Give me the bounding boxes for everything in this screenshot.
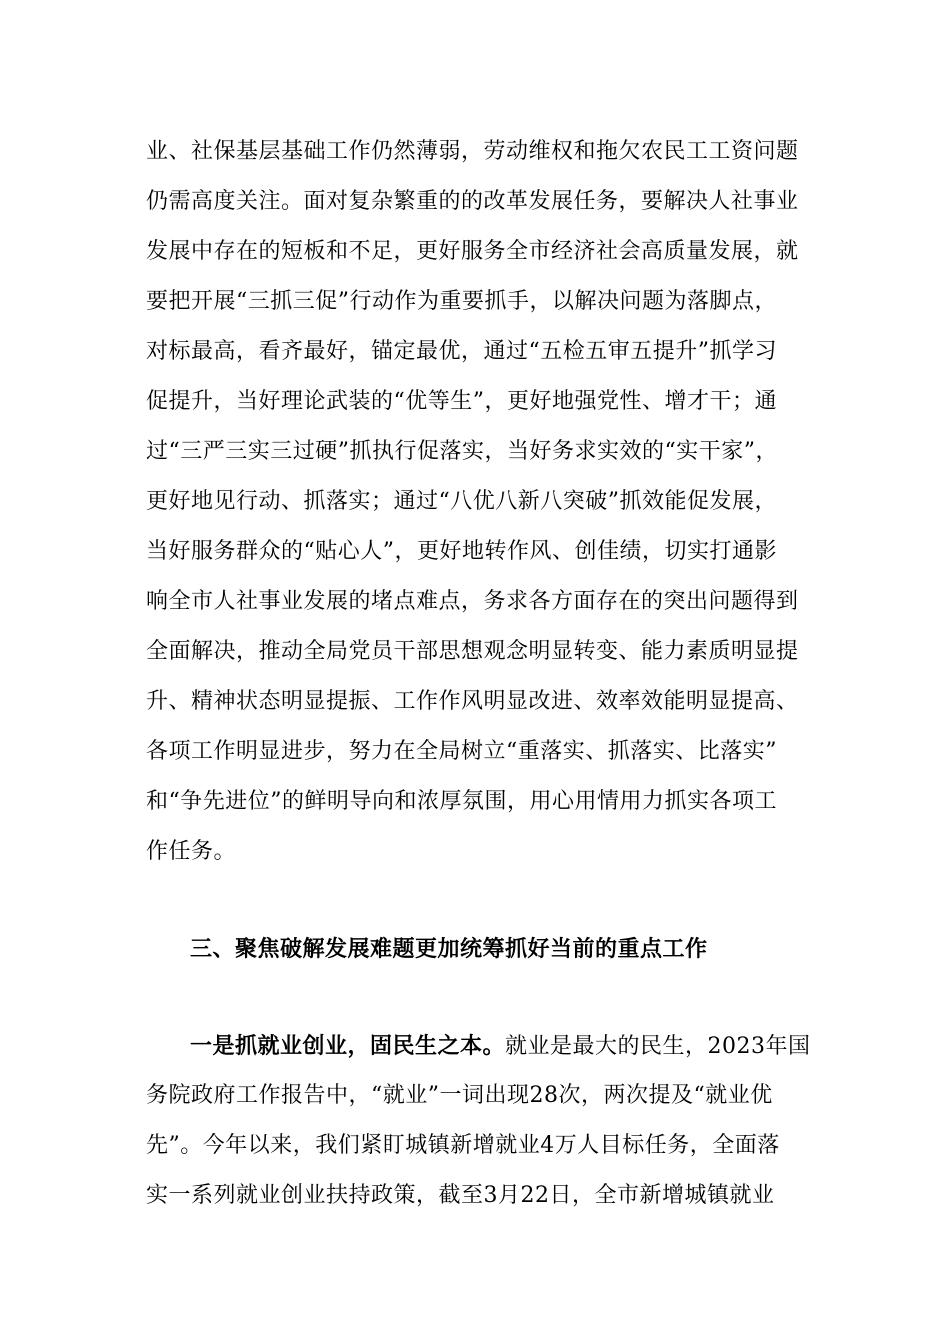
- paragraph-line: 促提升，当好理论武装的“优等生”，更好地强党性、增才干；通: [146, 389, 777, 414]
- paragraph-line: 要把开展“三抓三促”行动作为重要抓手，以解决问题为落脚点，: [146, 289, 777, 314]
- paragraph-lead-bold: 一是抓就业创业，固民生之本。: [190, 1033, 506, 1059]
- paragraph-line: 各项工作明显进步，努力在全局树立“重落实、抓落实、比落实”: [146, 739, 777, 764]
- paragraph-line: 业、社保基层基础工作仍然薄弱，劳动维权和拖欠农民工工资问题: [146, 139, 799, 164]
- paragraph-line: 当好服务群众的“贴心人”，更好地转作风、创佳绩，切实打通影: [146, 539, 777, 564]
- paragraph-line: 和“争先进位”的鲜明导向和浓厚氛围，用心用情用力抓实各项工: [146, 789, 777, 814]
- paragraph-line: 作任务。: [146, 839, 237, 864]
- paragraph-line: 务院政府工作报告中，“就业”一词出现28次，两次提及“就业优: [146, 1083, 773, 1108]
- paragraph-line: 响全市人社事业发展的堵点难点，务求各方面存在的突出问题得到: [146, 589, 799, 614]
- paragraph-line: 发展中存在的短板和不足，更好服务全市经济社会高质量发展，就: [146, 239, 799, 264]
- paragraph-line: 全面解决，推动全局党员干部思想观念明显转变、能力素质明显提: [146, 639, 799, 664]
- paragraph-line: 实一系列就业创业扶持政策，截至3月22日，全市新增城镇就业: [146, 1183, 775, 1208]
- paragraph-line: 过“三严三实三过硬”抓执行促落实，当好务求实效的“实干家”，: [146, 439, 778, 464]
- section-heading: 三、聚焦破解发展难题更加统筹抓好当前的重点工作: [190, 936, 708, 962]
- paragraph-lead-line: [190, 1031, 811, 1062]
- paragraph-line: 先”。今年以来，我们紧盯城镇新增就业4万人目标任务，全面落: [146, 1133, 780, 1158]
- paragraph-line: 仍需高度关注。面对复杂繁重的的改革发展任务，要解决人社事业: [146, 189, 799, 214]
- paragraph-line: 对标最高，看齐最好，锚定最优，通过“五检五审五提升”抓学习: [146, 339, 777, 364]
- paragraph-line: 更好地见行动、抓落实；通过“八优八新八突破”抓效能促发展，: [146, 489, 777, 514]
- paragraph-line: 升、精神状态明显提振、工作作风明显改进、效率效能明显提高、: [146, 689, 799, 714]
- paragraph-lead-text: 就业是最大的民生，2023年国: [505, 1034, 811, 1059]
